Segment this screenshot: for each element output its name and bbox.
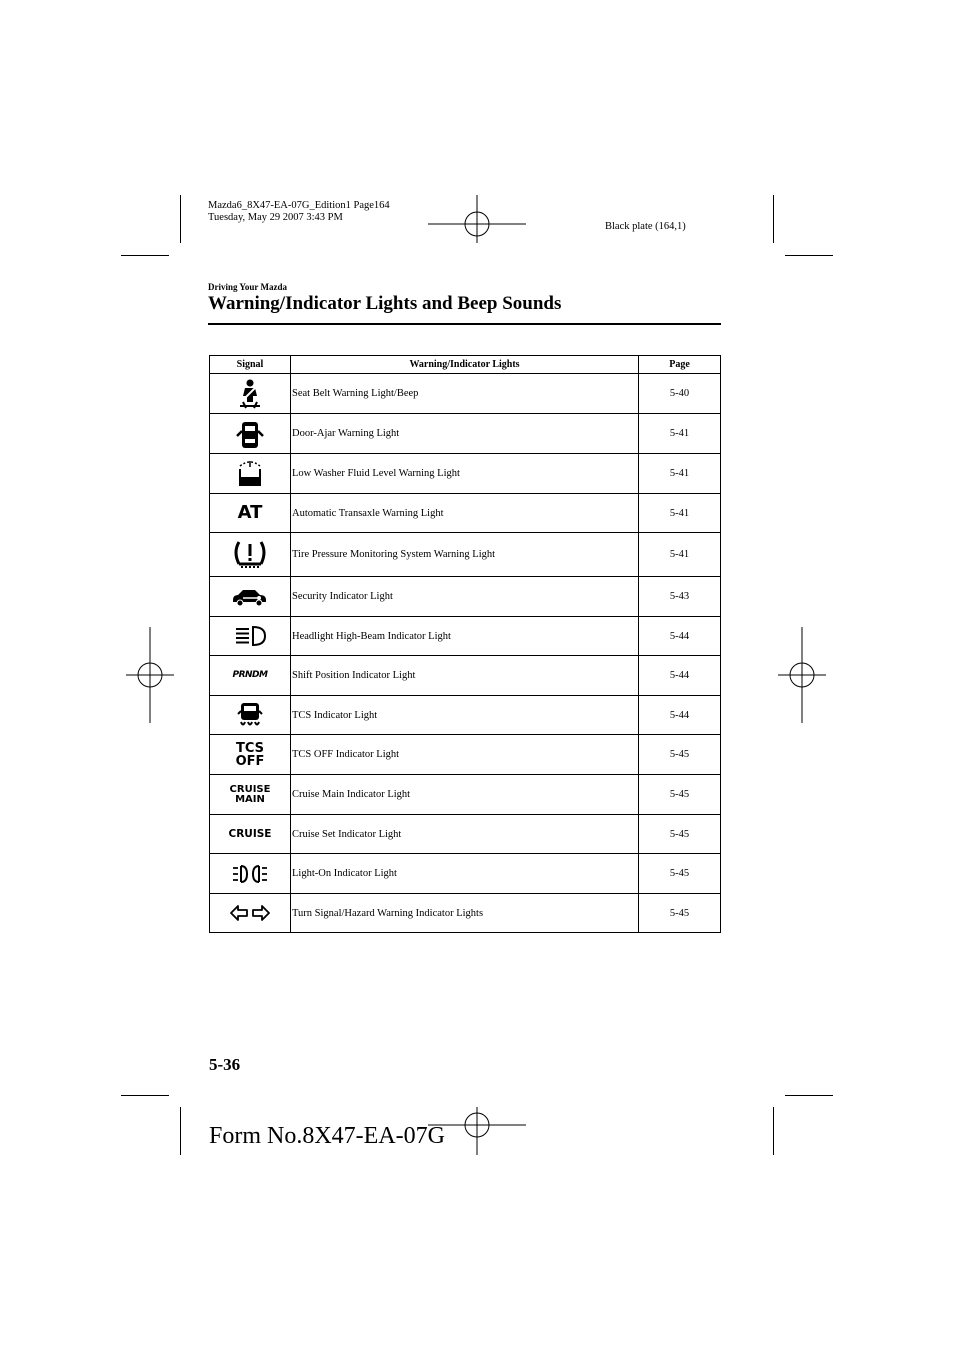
- column-header-page: Page: [639, 356, 721, 374]
- table-row: [210, 577, 721, 617]
- table-row: [210, 854, 721, 894]
- crop-mark: [121, 255, 169, 256]
- table-row: [210, 374, 721, 414]
- table-row: [210, 454, 721, 494]
- page-number: 5-36: [209, 1055, 241, 1074]
- security-car-key-icon: [231, 587, 269, 607]
- light-label: TCS Indicator Light: [291, 696, 639, 735]
- tcs-icon: [236, 700, 264, 730]
- page-title: Warning/Indicator Lights and Beep Sounds: [208, 293, 562, 314]
- crop-mark: [180, 1107, 181, 1155]
- crop-mark: [785, 1095, 833, 1096]
- light-label: Automatic Transaxle Warning Light: [291, 494, 639, 533]
- at-icon: AT: [237, 502, 263, 523]
- turn-signal-icon: [229, 904, 271, 922]
- file-line: Mazda6_8X47-EA-07G_Edition1 Page164: [208, 200, 390, 211]
- table-row: [210, 815, 721, 854]
- crop-mark: [785, 255, 833, 256]
- table-row: [210, 775, 721, 815]
- light-label: TCS OFF Indicator Light: [291, 735, 639, 775]
- crop-mark: [773, 1107, 774, 1155]
- page-ref: 5-40: [639, 374, 721, 414]
- table-row: [210, 494, 721, 533]
- light-label: Turn Signal/Hazard Warning Indicator Lights: [291, 894, 639, 933]
- page-ref: 5-41: [639, 414, 721, 454]
- plate-label: Black plate (164,1): [605, 221, 686, 232]
- table-row: [210, 735, 721, 775]
- light-label: Tire Pressure Monitoring System Warning Light: [291, 533, 639, 577]
- light-label: Door-Ajar Warning Light: [291, 414, 639, 454]
- light-on-icon: [231, 864, 269, 884]
- table-header-row: [210, 356, 721, 374]
- warning-lights-table: [209, 355, 721, 933]
- page-ref: 5-45: [639, 815, 721, 854]
- column-header-lights: Warning/Indicator Lights: [291, 356, 639, 374]
- page-ref: 5-45: [639, 775, 721, 815]
- light-label: Shift Position Indicator Light: [291, 656, 639, 696]
- registration-mark-icon: [126, 627, 174, 723]
- page-ref: 5-45: [639, 854, 721, 894]
- registration-mark-icon: [778, 627, 826, 723]
- page-ref: 5-44: [639, 656, 721, 696]
- cruise-main-line-1: CRUISE: [229, 783, 271, 795]
- crop-mark: [180, 195, 181, 243]
- table-row: [210, 696, 721, 735]
- cruise-main-line-2: MAIN: [235, 793, 265, 805]
- crop-mark: [773, 195, 774, 243]
- page-ref: 5-44: [639, 617, 721, 656]
- page-ref: 5-44: [639, 696, 721, 735]
- table-row: [210, 533, 721, 577]
- light-label: Seat Belt Warning Light/Beep: [291, 374, 639, 414]
- date-line: Tuesday, May 29 2007 3:43 PM: [208, 212, 343, 223]
- title-rule: [208, 323, 721, 325]
- light-label: Cruise Main Indicator Light: [291, 775, 639, 815]
- page-ref: 5-45: [639, 735, 721, 775]
- table-row: [210, 414, 721, 454]
- page-ref: 5-43: [639, 577, 721, 617]
- tcs-off-icon: [210, 742, 290, 768]
- high-beam-icon: [233, 625, 267, 647]
- table-row: [210, 617, 721, 656]
- tcs-off-line-1: TCS: [235, 740, 264, 756]
- light-label: Security Indicator Light: [291, 577, 639, 617]
- shift-position-icon: PRNDM: [232, 670, 268, 680]
- seat-belt-icon: [237, 378, 263, 410]
- section-label: Driving Your Mazda: [208, 282, 288, 292]
- page-ref: 5-41: [639, 533, 721, 577]
- tire-pressure-icon: [231, 538, 269, 572]
- crop-mark: [121, 1095, 169, 1096]
- cruise-main-icon: [210, 785, 290, 805]
- washer-fluid-icon: [236, 459, 264, 489]
- table-row: [210, 656, 721, 696]
- cruise-set-icon: CRUISE: [228, 827, 272, 840]
- registration-mark-icon: [428, 195, 526, 243]
- table-row: [210, 894, 721, 933]
- light-label: Light-On Indicator Light: [291, 854, 639, 894]
- tcs-off-line-2: OFF: [235, 753, 265, 769]
- door-ajar-icon: [235, 419, 265, 449]
- form-number: Form No.8X47-EA-07G: [209, 1123, 445, 1149]
- file-info: [208, 200, 390, 224]
- light-label: Low Washer Fluid Level Warning Light: [291, 454, 639, 494]
- page-ref: 5-41: [639, 494, 721, 533]
- light-label: Headlight High-Beam Indicator Light: [291, 617, 639, 656]
- column-header-signal: Signal: [210, 356, 291, 374]
- page-ref: 5-45: [639, 894, 721, 933]
- light-label: Cruise Set Indicator Light: [291, 815, 639, 854]
- page-ref: 5-41: [639, 454, 721, 494]
